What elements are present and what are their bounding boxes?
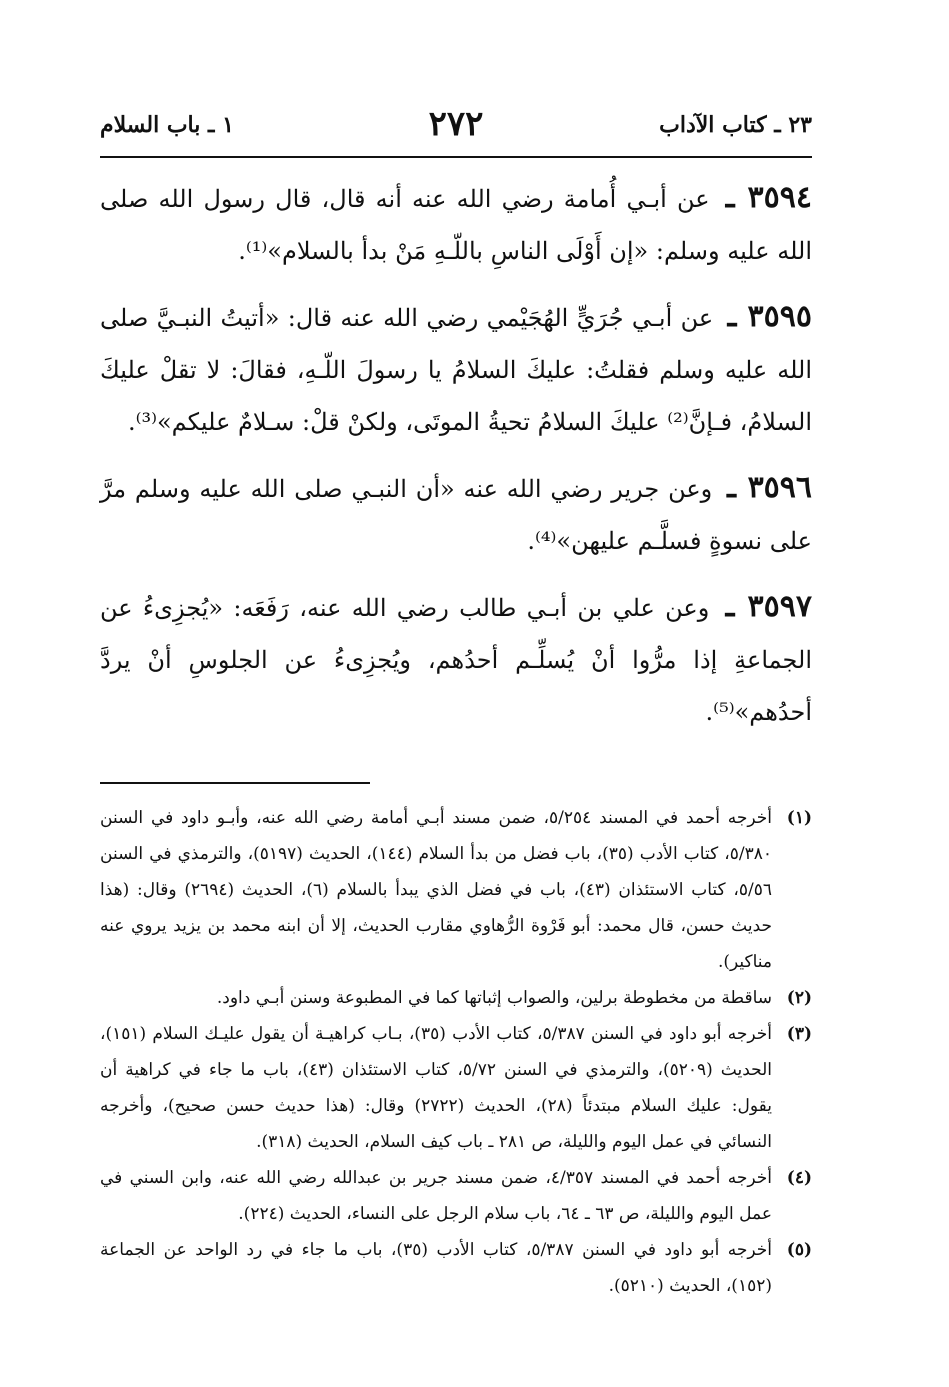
hadith-entry — [100, 462, 812, 567]
hadith-entry — [100, 581, 812, 738]
hadith-number: ٣٥٩٧ ـ — [725, 589, 812, 624]
footnote — [100, 980, 812, 1016]
footnote-separator — [100, 782, 370, 784]
hadith-number: ٣٥٩٤ ـ — [725, 180, 812, 215]
footnote-text: ساقطة من مخطوطة برلين، والصواب إثباتها كما في المطبوعة وسنن أبـي داود. — [216, 988, 772, 1008]
book-page — [100, 100, 812, 1304]
hadith-number: ٣٥٩٥ ـ — [727, 299, 812, 334]
footnote-text: أخرجه أحمد في المسند ٥/٢٥٤، ضمن مسند أبـي أمامة رضي الله عنه، وأبـو داود في السنن ٥/٣٨٠، كتاب الأدب (٣٥)، باب فضل من بدأ السلام (١٤٤)، الحديث (٥١٩٧)، والترمذي في السنن ٥/٥٦، كتاب الاستئذان (٤٣)، باب في فضل الذي يبدأ بالسلام (٦)، الحديث (٢٦٩٤) وقال: (هذا حديث حسن، قال محمد: أبو فَرْوة الرُّهاوي مقارب الحديث، إلا أن ابنه محمد بن يزيد يروي عنه مناكير). — [100, 808, 772, 972]
running-header — [100, 100, 812, 158]
footnote-mark: (٣) — [786, 1024, 812, 1044]
footnote-text: أخرجه أبو داود في السنن ٥/٣٨٧، كتاب الأدب (٣٥)، باب ما جاء في رد الواحد عن الجماعة (١٥٢)، الحديث (٥٢١٠). — [100, 1240, 773, 1296]
hadith-entry — [100, 291, 812, 448]
footnote — [100, 1232, 812, 1304]
footnote — [100, 1160, 812, 1232]
hadith-text: عن أبـي جُرَيٍّ الهُجَيْمي رضي الله عنه قال: «أتيتُ النبـيَّ صلى الله عليه وسلم فقلتُ: عليكَ السلامُ يا رسولَ اللّـهِ، فقالَ: لا تقلْ عليكَ السلامُ، فـإنَّ⁽²⁾ عليكَ السلامُ تحيةُ الموتَى، ولكنْ قلْ: سـلامٌ عليكم»⁽³⁾. — [100, 304, 812, 436]
page-number: ٢٧٢ — [428, 104, 484, 144]
hadith-list — [100, 172, 812, 738]
section-title: ١ ـ باب السلام — [100, 112, 234, 138]
footnote-text: أخرجه أبو داود في السنن ٥/٣٨٧، كتاب الأدب (٣٥)، بـاب كراهيـة أن يقول عليـك السلام (١٥١)، الحديث (٥٢٠٩)، والترمذي في السنن ٥/٧٢، كتاب الاستئذان (٤٣)، باب ما جاء في كراهية أن يقول: عليك السلام مبتدئاً (٢٨)، الحديث (٢٧٢٢) وقال: (هذا حديث حسن صحيح)، وأخرجه النسائي في عمل اليوم والليلة، ص ٢٨١ ـ باب كيف السلام، الحديث (٣١٨). — [100, 1024, 773, 1152]
footnotes — [100, 800, 812, 1304]
hadith-text: وعن جرير رضي الله عنه «أن النبـي صلى الله عليه وسلم مرَّ على نسوةٍ فسلَّـم عليهن»⁽⁴⁾. — [100, 475, 812, 555]
footnote — [100, 800, 812, 980]
footnote-mark: (٤) — [786, 1168, 812, 1188]
hadith-entry — [100, 172, 812, 277]
footnote-mark: (٢) — [786, 988, 812, 1008]
footnote-text: أخرجه أحمد في المسند ٤/٣٥٧، ضمن مسند جرير بن عبدالله رضي الله عنه، وابن السني في عمل اليوم والليلة، ص ٦٣ ـ ٦٤، باب سلام الرجل على النساء، الحديث (٢٢٤). — [100, 1168, 772, 1224]
footnote-mark: (٥) — [786, 1240, 812, 1260]
chapter-title: ٢٣ ـ كتاب الآداب — [659, 112, 812, 138]
hadith-text: عن أبـي أُمامة رضي الله عنه أنه قال، قال رسول الله صلى الله عليه وسلم: «إن أَوْلَى الناسِ باللّـهِ مَنْ بدأ بالسلام»⁽¹⁾. — [100, 185, 812, 265]
footnote-mark: (١) — [786, 808, 812, 828]
footnote — [100, 1016, 812, 1160]
hadith-number: ٣٥٩٦ ـ — [727, 470, 813, 505]
hadith-text: وعن علي بن أبـي طالب رضي الله عنه، رَفَعَه: «يُجزِىءُ عن الجماعةِ إذا مرُّوا أنْ يُسلِّـم أحدُهم، ويُجزِىءُ عن الجلوسِ أنْ يردَّ أحدُهم»⁽⁵⁾. — [100, 594, 812, 726]
